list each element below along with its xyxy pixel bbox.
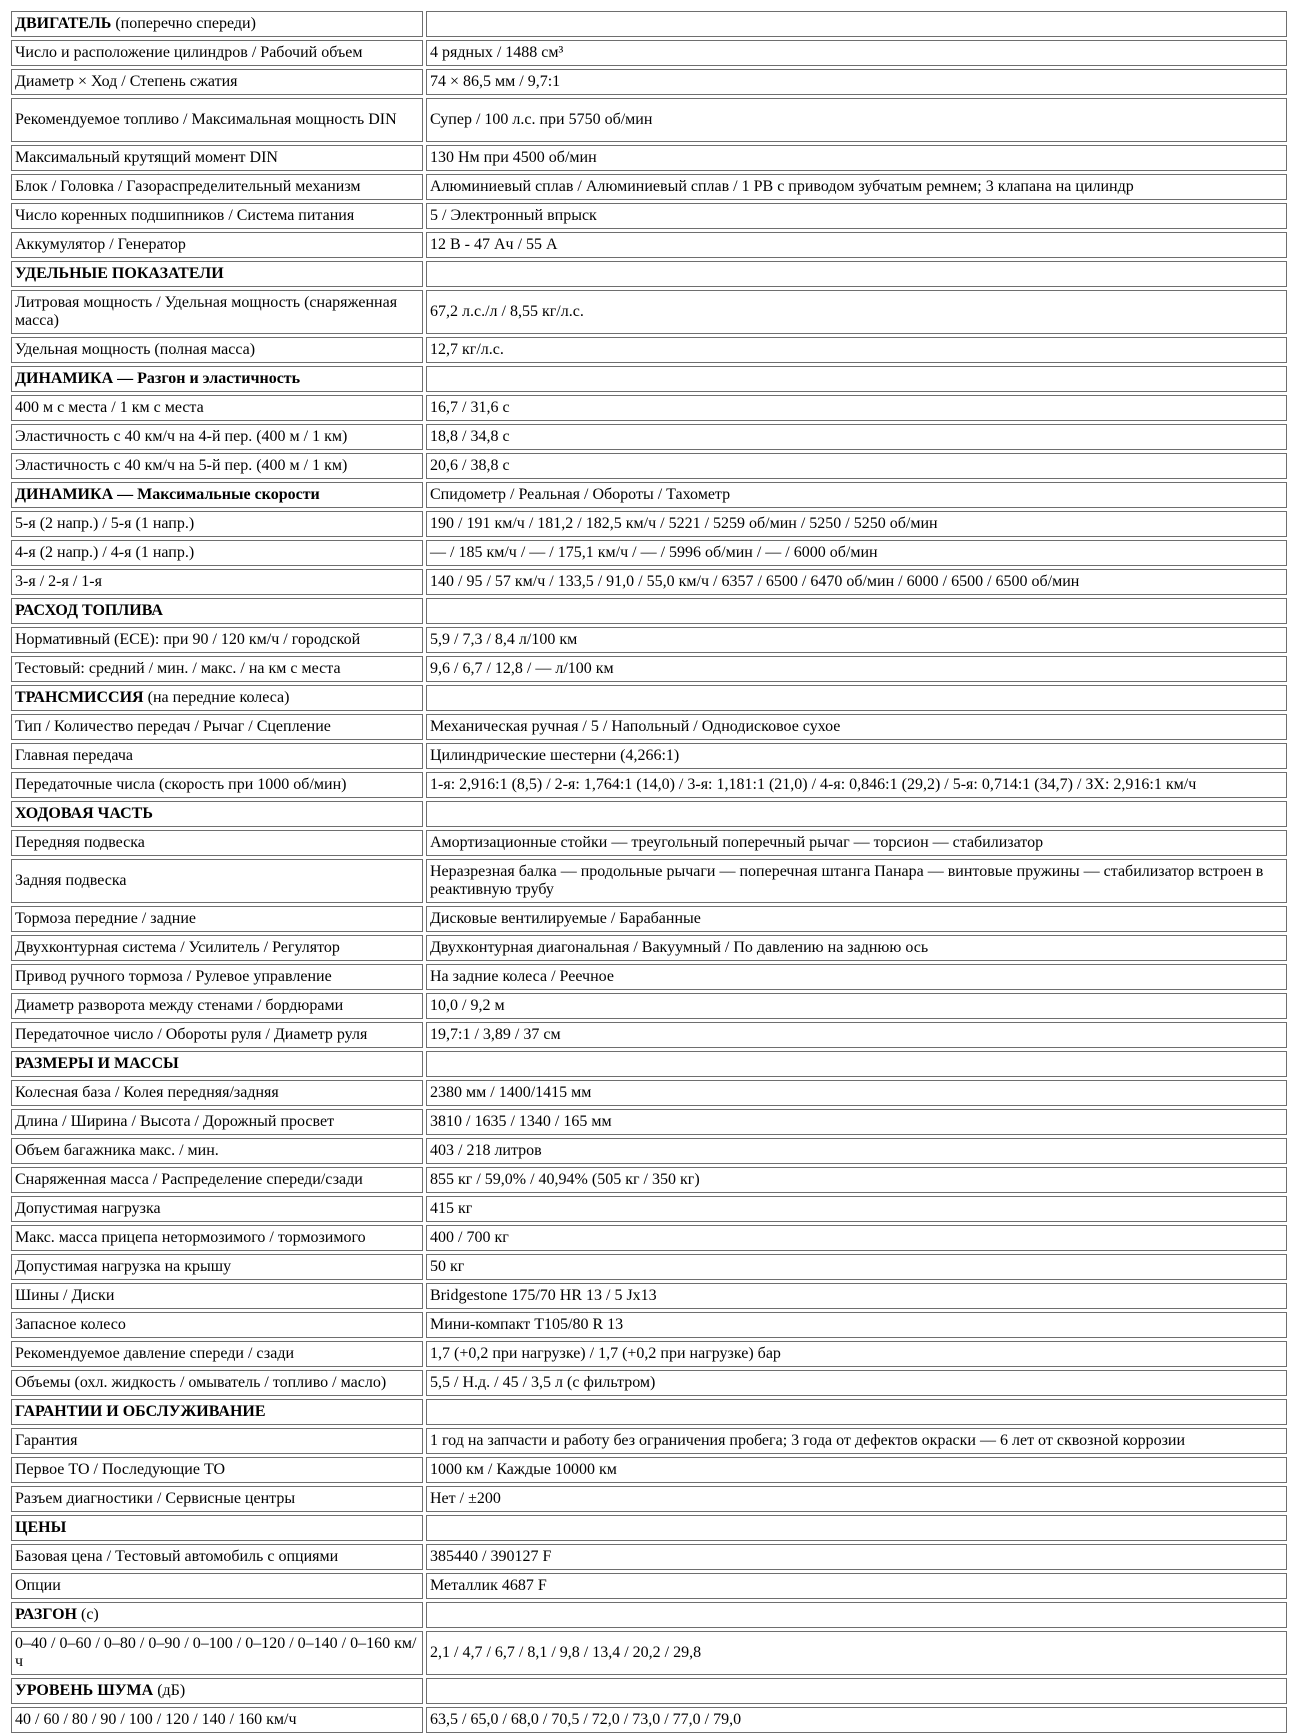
spec-label-cell: Диаметр разворота между стенами / бордюрами [11,993,423,1019]
spec-label-cell: 400 м с места / 1 км с места [11,395,423,421]
section-title-cell [11,1515,423,1541]
spec-value-cell: 855 кг / 59,0% / 40,94% (505 кг / 350 кг) [426,1167,1287,1193]
table-row [11,453,1287,479]
section-header-row [11,1602,1287,1628]
table-row [11,1225,1287,1251]
table-row [11,1707,1287,1733]
spec-label-cell: Двухконтурная система / Усилитель / Регулятор [11,935,423,961]
spec-value-cell: 5 / Электронный впрыск [426,203,1287,229]
table-row [11,830,1287,856]
spec-label-cell: 4-я (2 напр.) / 4-я (1 напр.) [11,540,423,566]
table-row [11,203,1287,229]
table-row [11,174,1287,200]
spec-label-cell: Опции [11,1573,423,1599]
spec-label-cell: Блок / Головка / Газораспределительный механизм [11,174,423,200]
spec-value-cell: 50 кг [426,1254,1287,1280]
section-title-cell [11,598,423,624]
spec-value-cell: 16,7 / 31,6 с [426,395,1287,421]
spec-label-cell: Число и расположение цилиндров / Рабочий объем [11,40,423,66]
spec-label-cell: Допустимая нагрузка на крышу [11,1254,423,1280]
spec-value-cell: 74 × 86,5 мм / 9,7:1 [426,69,1287,95]
spec-value-cell: 403 / 218 литров [426,1138,1287,1164]
spec-label-cell: Тормоза передние / задние [11,906,423,932]
table-row [11,145,1287,171]
spec-label-cell: Тестовый: средний / мин. / макс. / на км с места [11,656,423,682]
spec-table [8,8,1290,1736]
spec-value-cell: Алюминиевый сплав / Алюминиевый сплав / 1 РВ с приводом зубчатым ремнем; 3 клапана на цилиндр [426,174,1287,200]
spec-label-cell: 40 / 60 / 80 / 90 / 100 / 120 / 140 / 160 км/ч [11,1707,423,1733]
section-header-row [11,11,1287,37]
spec-value-cell: 20,6 / 38,8 с [426,453,1287,479]
section-header-row [11,261,1287,287]
section-title-cell [11,1602,423,1628]
section-title-cell [11,1399,423,1425]
table-row [11,569,1287,595]
spec-value-cell: 5,9 / 7,3 / 8,4 л/100 км [426,627,1287,653]
spec-value-cell: 2,1 / 4,7 / 6,7 / 8,1 / 9,8 / 13,4 / 20,2 / 29,8 [426,1631,1287,1675]
spec-value-cell: 4 рядных / 1488 см³ [426,40,1287,66]
spec-value-cell: 2380 мм / 1400/1415 мм [426,1080,1287,1106]
spec-table-body [11,11,1287,1733]
spec-label-cell: Максимальный крутящий момент DIN [11,145,423,171]
section-value-cell: Спидометр / Реальная / Обороты / Тахометр [426,482,1287,508]
table-row [11,1196,1287,1222]
spec-value-cell: 67,2 л.с./л / 8,55 кг/л.с. [426,290,1287,334]
table-row [11,1573,1287,1599]
spec-value-cell: Механическая ручная / 5 / Напольный / Однодисковое сухое [426,714,1287,740]
section-header-row [11,801,1287,827]
spec-label-cell: Эластичность с 40 км/ч на 4-й пер. (400 м / 1 км) [11,424,423,450]
table-row [11,993,1287,1019]
section-subtitle: (на передние колеса) [143,689,290,706]
table-row [11,1486,1287,1512]
spec-label-cell: 5-я (2 напр.) / 5-я (1 напр.) [11,511,423,537]
spec-label-cell: Передаточные числа (скорость при 1000 об/мин) [11,772,423,798]
spec-label-cell: Разъем диагностики / Сервисные центры [11,1486,423,1512]
section-title-cell [11,685,423,711]
spec-label-cell: Снаряженная масса / Распределение спереди/сзади [11,1167,423,1193]
section-value-cell [426,366,1287,392]
spec-label-cell: Шины / Диски [11,1283,423,1309]
section-value-cell [426,685,1287,711]
spec-label-cell: Рекомендуемое давление спереди / сзади [11,1341,423,1367]
spec-value-cell: 63,5 / 65,0 / 68,0 / 70,5 / 72,0 / 73,0 / 77,0 / 79,0 [426,1707,1287,1733]
section-title: РАЗГОН [15,1606,77,1623]
table-row [11,1109,1287,1135]
section-title-cell [11,482,423,508]
table-row [11,40,1287,66]
spec-value-cell: 12,7 кг/л.с. [426,337,1287,363]
spec-label-cell: Базовая цена / Тестовый автомобиль с опциями [11,1544,423,1570]
section-value-cell [426,1515,1287,1541]
table-row [11,395,1287,421]
table-row [11,1022,1287,1048]
section-title-cell [11,261,423,287]
spec-value-cell: — / 185 км/ч / — / 175,1 км/ч / — / 5996 об/мин / — / 6000 об/мин [426,540,1287,566]
table-row [11,540,1287,566]
table-row [11,424,1287,450]
section-title-cell [11,1051,423,1077]
spec-label-cell: Передаточное число / Обороты руля / Диаметр руля [11,1022,423,1048]
spec-label-cell: Допустимая нагрузка [11,1196,423,1222]
table-row [11,1283,1287,1309]
spec-label-cell: Диаметр × Ход / Степень сжатия [11,69,423,95]
table-row [11,627,1287,653]
spec-value-cell: 12 В - 47 Ач / 55 А [426,232,1287,258]
spec-label-cell: Эластичность с 40 км/ч на 5-й пер. (400 м / 1 км) [11,453,423,479]
table-row [11,1254,1287,1280]
section-value-cell [426,801,1287,827]
table-row [11,1312,1287,1338]
spec-value-cell: 18,8 / 34,8 с [426,424,1287,450]
section-title: ДИНАМИКА — Разгон и эластичность [15,370,301,387]
table-row [11,1080,1287,1106]
section-title: ДВИГАТЕЛЬ [15,15,112,32]
spec-label-cell: Первое ТО / Последующие ТО [11,1457,423,1483]
section-title: УРОВЕНЬ ШУМА [15,1682,154,1699]
table-row [11,290,1287,334]
spec-label-cell: Макс. масса прицепа нетормозимого / тормозимого [11,1225,423,1251]
spec-label-cell: Литровая мощность / Удельная мощность (снаряженная масса) [11,290,423,334]
spec-label-cell: 3-я / 2-я / 1-я [11,569,423,595]
spec-value-cell: На задние колеса / Реечное [426,964,1287,990]
spec-value-cell: 385440 / 390127 F [426,1544,1287,1570]
spec-label-cell: Привод ручного тормоза / Рулевое управление [11,964,423,990]
spec-label-cell: Передняя подвеска [11,830,423,856]
section-title: РАЗМЕРЫ И МАССЫ [15,1055,179,1072]
section-value-cell [426,11,1287,37]
spec-label-cell: Длина / Ширина / Высота / Дорожный просвет [11,1109,423,1135]
spec-label-cell: Рекомендуемое топливо / Максимальная мощность DIN [11,98,423,142]
spec-sheet [8,8,1290,1736]
section-title: ДИНАМИКА — Максимальные скорости [15,486,320,503]
spec-value-cell: Цилиндрические шестерни (4,266:1) [426,743,1287,769]
table-row [11,1167,1287,1193]
table-row [11,1138,1287,1164]
section-title-cell [11,11,423,37]
spec-value-cell: 5,5 / Н.д. / 45 / 3,5 л (с фильтром) [426,1370,1287,1396]
spec-value-cell: Мини-компакт T105/80 R 13 [426,1312,1287,1338]
table-row [11,1631,1287,1675]
table-row [11,1341,1287,1367]
spec-label-cell: Число коренных подшипников / Система питания [11,203,423,229]
section-header-row [11,1051,1287,1077]
table-row [11,337,1287,363]
spec-value-cell: Супер / 100 л.с. при 5750 об/мин [426,98,1287,142]
table-row [11,859,1287,903]
spec-value-cell: 130 Нм при 4500 об/мин [426,145,1287,171]
section-title-cell [11,1678,423,1704]
table-row [11,656,1287,682]
spec-value-cell: 19,7:1 / 3,89 / 37 см [426,1022,1287,1048]
spec-value-cell: 140 / 95 / 57 км/ч / 133,5 / 91,0 / 55,0 км/ч / 6357 / 6500 / 6470 об/мин / 6000 / 6500 / 6500 об/мин [426,569,1287,595]
section-title: ХОДОВАЯ ЧАСТЬ [15,805,153,822]
table-row [11,1544,1287,1570]
section-header-row [11,685,1287,711]
section-header-row [11,366,1287,392]
spec-value-cell: 1000 км / Каждые 10000 км [426,1457,1287,1483]
section-value-cell [426,1678,1287,1704]
table-row [11,935,1287,961]
spec-label-cell: Удельная мощность (полная масса) [11,337,423,363]
spec-label-cell: 0–40 / 0–60 / 0–80 / 0–90 / 0–100 / 0–120 / 0–140 / 0–160 км/ч [11,1631,423,1675]
section-title-cell [11,801,423,827]
section-title: ТРАНСМИССИЯ [15,689,144,706]
spec-label-cell: Нормативный (ЕСЕ): при 90 / 120 км/ч / городской [11,627,423,653]
spec-value-cell: Дисковые вентилируемые / Барабанные [426,906,1287,932]
section-subtitle: (поперечно спереди) [111,15,256,32]
section-value-cell [426,598,1287,624]
spec-label-cell: Объем багажника макс. / мин. [11,1138,423,1164]
section-title-cell [11,366,423,392]
section-title: УДЕЛЬНЫЕ ПОКАЗАТЕЛИ [15,265,224,282]
table-row [11,1428,1287,1454]
section-header-row [11,1678,1287,1704]
table-row [11,743,1287,769]
spec-label-cell: Гарантия [11,1428,423,1454]
table-row [11,964,1287,990]
spec-label-cell: Запасное колесо [11,1312,423,1338]
table-row [11,714,1287,740]
spec-value-cell: Амортизационные стойки — треугольный поперечный рычаг — торсион — стабилизатор [426,830,1287,856]
section-value-cell [426,1602,1287,1628]
section-header-row [11,1515,1287,1541]
table-row [11,772,1287,798]
spec-value-cell: 9,6 / 6,7 / 12,8 / — л/100 км [426,656,1287,682]
section-value-cell [426,1399,1287,1425]
table-row [11,511,1287,537]
spec-value-cell: 1 год на запчасти и работу без ограничения пробега; 3 года от дефектов окраски — 6 лет от сквозной коррозии [426,1428,1287,1454]
table-row [11,1457,1287,1483]
section-value-cell [426,1051,1287,1077]
spec-label-cell: Колесная база / Колея передняя/задняя [11,1080,423,1106]
spec-value-cell: Нет / ±200 [426,1486,1287,1512]
section-subtitle: (с) [77,1606,99,1623]
spec-value-cell: 190 / 191 км/ч / 181,2 / 182,5 км/ч / 5221 / 5259 об/мин / 5250 / 5250 об/мин [426,511,1287,537]
spec-value-cell: Bridgestone 175/70 HR 13 / 5 Jx13 [426,1283,1287,1309]
spec-label-cell: Тип / Количество передач / Рычаг / Сцепление [11,714,423,740]
spec-value-cell: 415 кг [426,1196,1287,1222]
spec-label-cell: Задняя подвеска [11,859,423,903]
spec-label-cell: Аккумулятор / Генератор [11,232,423,258]
spec-value-cell: Металлик 4687 F [426,1573,1287,1599]
section-header-row [11,1399,1287,1425]
spec-value-cell: Двухконтурная диагональная / Вакуумный / По давлению на заднюю ось [426,935,1287,961]
section-subtitle: (дБ) [153,1682,186,1699]
spec-label-cell: Объемы (охл. жидкость / омыватель / топливо / масло) [11,1370,423,1396]
section-value-cell [426,261,1287,287]
spec-value-cell: 10,0 / 9,2 м [426,993,1287,1019]
spec-value-cell: 3810 / 1635 / 1340 / 165 мм [426,1109,1287,1135]
spec-value-cell: Неразрезная балка — продольные рычаги — поперечная штанга Панара — винтовые пружины — стабилизатор встроен в реактивную трубу [426,859,1287,903]
spec-value-cell: 1,7 (+0,2 при нагрузке) / 1,7 (+0,2 при нагрузке) бар [426,1341,1287,1367]
spec-label-cell: Главная передача [11,743,423,769]
section-header-row [11,482,1287,508]
section-title: ЦЕНЫ [15,1519,67,1536]
table-row [11,1370,1287,1396]
table-row [11,69,1287,95]
section-title: ГАРАНТИИ И ОБСЛУЖИВАНИЕ [15,1403,266,1420]
spec-value-cell: 400 / 700 кг [426,1225,1287,1251]
table-row [11,232,1287,258]
table-row [11,906,1287,932]
section-title: РАСХОД ТОПЛИВА [15,602,163,619]
spec-value-cell: 1-я: 2,916:1 (8,5) / 2-я: 1,764:1 (14,0) / 3-я: 1,181:1 (21,0) / 4-я: 0,846:1 (29,2) / 5-я: 0,714:1 (34,7) / ЗХ: 2,916:1 км/ч [426,772,1287,798]
section-header-row [11,598,1287,624]
table-row [11,98,1287,142]
